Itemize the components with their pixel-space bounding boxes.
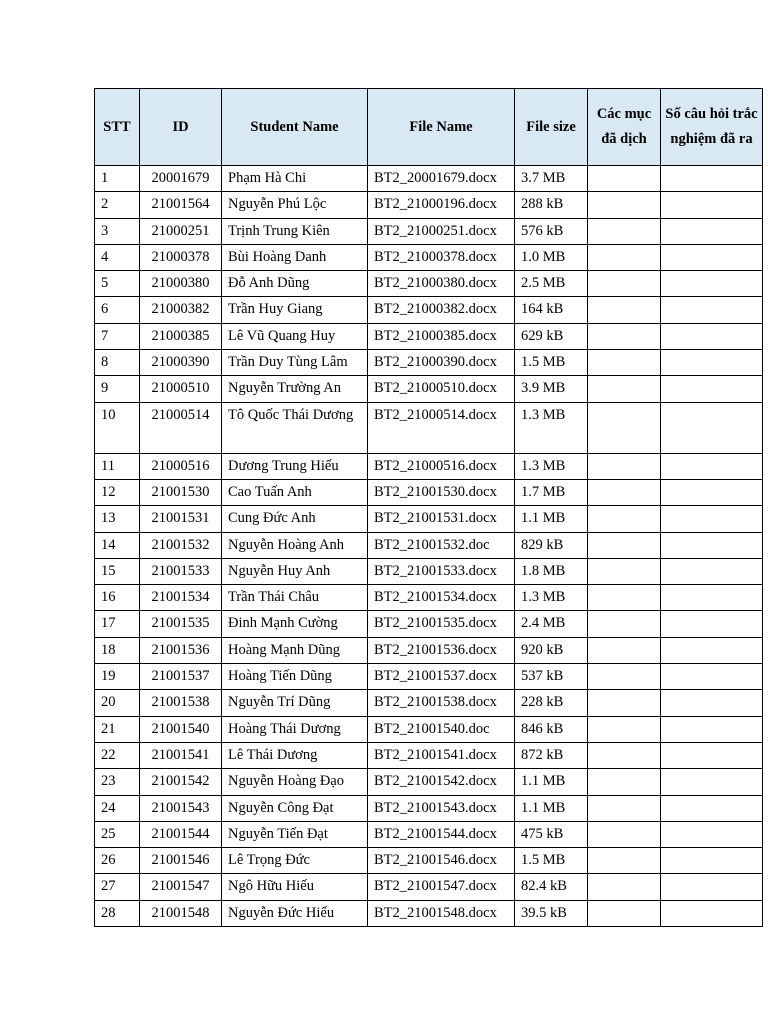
cell-stt: 11 bbox=[95, 453, 140, 479]
cell-id: 21001548 bbox=[140, 900, 222, 926]
cell-id: 21001530 bbox=[140, 479, 222, 505]
cell-stt: 12 bbox=[95, 479, 140, 505]
cell-file-size: 1.8 MB bbox=[515, 558, 588, 584]
table-row bbox=[95, 479, 763, 505]
cell-file-name: BT2_21001542.docx bbox=[368, 769, 515, 795]
cell-stt: 24 bbox=[95, 795, 140, 821]
cell-file-name: BT2_21000382.docx bbox=[368, 297, 515, 323]
header-student-name: Student Name bbox=[222, 89, 368, 166]
table-row bbox=[95, 402, 763, 453]
cell-stt: 6 bbox=[95, 297, 140, 323]
cell-stt: 21 bbox=[95, 716, 140, 742]
table-row bbox=[95, 244, 763, 270]
cell-question-count bbox=[661, 376, 763, 402]
cell-id: 21001541 bbox=[140, 742, 222, 768]
cell-file-name: BT2_21001535.docx bbox=[368, 611, 515, 637]
cell-question-count bbox=[661, 271, 763, 297]
table-row bbox=[95, 900, 763, 926]
cell-question-count bbox=[661, 166, 763, 192]
cell-translated-items bbox=[588, 166, 661, 192]
cell-question-count bbox=[661, 585, 763, 611]
cell-file-name: BT2_21001544.docx bbox=[368, 821, 515, 847]
cell-file-size: 475 kB bbox=[515, 821, 588, 847]
cell-file-size: 1.3 MB bbox=[515, 453, 588, 479]
cell-translated-items bbox=[588, 585, 661, 611]
cell-file-size: 1.5 MB bbox=[515, 848, 588, 874]
cell-id: 21001532 bbox=[140, 532, 222, 558]
cell-student-name: Nguyễn Tiến Đạt bbox=[222, 821, 368, 847]
cell-id: 21001534 bbox=[140, 585, 222, 611]
cell-translated-items bbox=[588, 611, 661, 637]
cell-stt: 26 bbox=[95, 848, 140, 874]
cell-question-count bbox=[661, 297, 763, 323]
cell-stt: 13 bbox=[95, 506, 140, 532]
table-body bbox=[95, 166, 763, 927]
cell-student-name: Trần Huy Giang bbox=[222, 297, 368, 323]
table-row bbox=[95, 506, 763, 532]
cell-student-name: Hoàng Tiến Dũng bbox=[222, 664, 368, 690]
cell-file-name: BT2_21001533.docx bbox=[368, 558, 515, 584]
cell-id: 21001543 bbox=[140, 795, 222, 821]
cell-student-name: Cao Tuấn Anh bbox=[222, 479, 368, 505]
cell-file-name: BT2_21001531.docx bbox=[368, 506, 515, 532]
cell-file-name: BT2_21001534.docx bbox=[368, 585, 515, 611]
cell-file-size: 2.5 MB bbox=[515, 271, 588, 297]
table-row bbox=[95, 297, 763, 323]
cell-translated-items bbox=[588, 506, 661, 532]
cell-id: 21000390 bbox=[140, 350, 222, 376]
cell-stt: 15 bbox=[95, 558, 140, 584]
cell-id: 21001531 bbox=[140, 506, 222, 532]
cell-translated-items bbox=[588, 874, 661, 900]
cell-id: 21000251 bbox=[140, 218, 222, 244]
cell-question-count bbox=[661, 900, 763, 926]
cell-translated-items bbox=[588, 271, 661, 297]
cell-student-name: Trần Duy Tùng Lâm bbox=[222, 350, 368, 376]
table-row bbox=[95, 769, 763, 795]
cell-file-size: 1.3 MB bbox=[515, 585, 588, 611]
cell-translated-items bbox=[588, 453, 661, 479]
header-question-count: Số câu hỏi trắc nghiệm đã ra bbox=[661, 89, 763, 166]
cell-id: 21001540 bbox=[140, 716, 222, 742]
table-row bbox=[95, 271, 763, 297]
cell-file-name: BT2_20001679.docx bbox=[368, 166, 515, 192]
cell-question-count bbox=[661, 742, 763, 768]
cell-file-size: 228 kB bbox=[515, 690, 588, 716]
cell-question-count bbox=[661, 637, 763, 663]
cell-stt: 19 bbox=[95, 664, 140, 690]
cell-id: 21000382 bbox=[140, 297, 222, 323]
cell-question-count bbox=[661, 664, 763, 690]
student-file-table bbox=[94, 88, 763, 927]
cell-file-name: BT2_21001546.docx bbox=[368, 848, 515, 874]
cell-student-name: Nguyễn Công Đạt bbox=[222, 795, 368, 821]
cell-file-name: BT2_21000378.docx bbox=[368, 244, 515, 270]
table-row bbox=[95, 585, 763, 611]
cell-question-count bbox=[661, 402, 763, 453]
table-row bbox=[95, 821, 763, 847]
table-row bbox=[95, 716, 763, 742]
cell-question-count bbox=[661, 323, 763, 349]
cell-file-name: BT2_21000516.docx bbox=[368, 453, 515, 479]
cell-student-name: Dương Trung Hiếu bbox=[222, 453, 368, 479]
cell-question-count bbox=[661, 558, 763, 584]
cell-stt: 23 bbox=[95, 769, 140, 795]
cell-question-count bbox=[661, 690, 763, 716]
cell-file-size: 576 kB bbox=[515, 218, 588, 244]
cell-file-name: BT2_21001530.docx bbox=[368, 479, 515, 505]
cell-file-name: BT2_21000380.docx bbox=[368, 271, 515, 297]
cell-question-count bbox=[661, 479, 763, 505]
cell-stt: 20 bbox=[95, 690, 140, 716]
cell-file-size: 2.4 MB bbox=[515, 611, 588, 637]
cell-translated-items bbox=[588, 192, 661, 218]
cell-file-size: 1.1 MB bbox=[515, 506, 588, 532]
cell-student-name: Trịnh Trung Kiên bbox=[222, 218, 368, 244]
table-row bbox=[95, 323, 763, 349]
cell-translated-items bbox=[588, 690, 661, 716]
cell-id: 21001546 bbox=[140, 848, 222, 874]
cell-file-name: BT2_21000514.docx bbox=[368, 402, 515, 453]
cell-id: 21001547 bbox=[140, 874, 222, 900]
cell-id: 21001536 bbox=[140, 637, 222, 663]
table-row bbox=[95, 558, 763, 584]
table-row bbox=[95, 350, 763, 376]
cell-stt: 3 bbox=[95, 218, 140, 244]
cell-stt: 10 bbox=[95, 402, 140, 453]
cell-question-count bbox=[661, 453, 763, 479]
cell-student-name: Trần Thái Châu bbox=[222, 585, 368, 611]
cell-translated-items bbox=[588, 479, 661, 505]
table-row bbox=[95, 453, 763, 479]
cell-stt: 8 bbox=[95, 350, 140, 376]
cell-question-count bbox=[661, 218, 763, 244]
header-translated-items: Các mục đã dịch bbox=[588, 89, 661, 166]
cell-stt: 2 bbox=[95, 192, 140, 218]
header-stt: STT bbox=[95, 89, 140, 166]
cell-stt: 7 bbox=[95, 323, 140, 349]
cell-file-name: BT2_21001541.docx bbox=[368, 742, 515, 768]
header-row bbox=[95, 89, 763, 166]
cell-file-size: 3.9 MB bbox=[515, 376, 588, 402]
cell-translated-items bbox=[588, 795, 661, 821]
cell-file-name: BT2_21000251.docx bbox=[368, 218, 515, 244]
table-row bbox=[95, 690, 763, 716]
cell-file-size: 1.7 MB bbox=[515, 479, 588, 505]
cell-student-name: Nguyễn Hoàng Đạo bbox=[222, 769, 368, 795]
cell-file-name: BT2_21001548.docx bbox=[368, 900, 515, 926]
cell-stt: 22 bbox=[95, 742, 140, 768]
cell-question-count bbox=[661, 874, 763, 900]
table-row bbox=[95, 848, 763, 874]
table-row bbox=[95, 532, 763, 558]
cell-translated-items bbox=[588, 637, 661, 663]
table-row bbox=[95, 795, 763, 821]
cell-file-name: BT2_21000510.docx bbox=[368, 376, 515, 402]
cell-question-count bbox=[661, 350, 763, 376]
cell-translated-items bbox=[588, 297, 661, 323]
cell-stt: 25 bbox=[95, 821, 140, 847]
cell-id: 21000514 bbox=[140, 402, 222, 453]
header-id: ID bbox=[140, 89, 222, 166]
table-row bbox=[95, 637, 763, 663]
table-row bbox=[95, 874, 763, 900]
cell-student-name: Lê Thái Dương bbox=[222, 742, 368, 768]
cell-stt: 17 bbox=[95, 611, 140, 637]
cell-file-name: BT2_21001537.docx bbox=[368, 664, 515, 690]
cell-translated-items bbox=[588, 716, 661, 742]
cell-student-name: Đỗ Anh Dũng bbox=[222, 271, 368, 297]
cell-student-name: Nguyễn Trường An bbox=[222, 376, 368, 402]
cell-file-size: 1.0 MB bbox=[515, 244, 588, 270]
cell-translated-items bbox=[588, 742, 661, 768]
cell-id: 21000378 bbox=[140, 244, 222, 270]
cell-question-count bbox=[661, 716, 763, 742]
cell-student-name: Hoàng Thái Dương bbox=[222, 716, 368, 742]
cell-student-name: Ngô Hữu Hiếu bbox=[222, 874, 368, 900]
cell-translated-items bbox=[588, 848, 661, 874]
cell-stt: 4 bbox=[95, 244, 140, 270]
cell-file-size: 920 kB bbox=[515, 637, 588, 663]
cell-question-count bbox=[661, 532, 763, 558]
cell-file-size: 288 kB bbox=[515, 192, 588, 218]
cell-translated-items bbox=[588, 402, 661, 453]
cell-student-name: Nguyễn Trí Dũng bbox=[222, 690, 368, 716]
cell-translated-items bbox=[588, 900, 661, 926]
cell-stt: 1 bbox=[95, 166, 140, 192]
cell-question-count bbox=[661, 848, 763, 874]
cell-stt: 18 bbox=[95, 637, 140, 663]
cell-question-count bbox=[661, 192, 763, 218]
cell-translated-items bbox=[588, 350, 661, 376]
cell-translated-items bbox=[588, 532, 661, 558]
cell-file-size: 1.1 MB bbox=[515, 769, 588, 795]
cell-file-size: 1.5 MB bbox=[515, 350, 588, 376]
cell-stt: 5 bbox=[95, 271, 140, 297]
cell-question-count bbox=[661, 769, 763, 795]
cell-translated-items bbox=[588, 244, 661, 270]
cell-student-name: Lê Vũ Quang Huy bbox=[222, 323, 368, 349]
cell-translated-items bbox=[588, 558, 661, 584]
cell-question-count bbox=[661, 506, 763, 532]
cell-translated-items bbox=[588, 376, 661, 402]
cell-file-name: BT2_21001540.doc bbox=[368, 716, 515, 742]
cell-stt: 28 bbox=[95, 900, 140, 926]
cell-file-size: 872 kB bbox=[515, 742, 588, 768]
cell-stt: 9 bbox=[95, 376, 140, 402]
table-row bbox=[95, 664, 763, 690]
cell-translated-items bbox=[588, 323, 661, 349]
cell-id: 21000516 bbox=[140, 453, 222, 479]
cell-file-name: BT2_21000385.docx bbox=[368, 323, 515, 349]
cell-file-size: 82.4 kB bbox=[515, 874, 588, 900]
cell-student-name: Tô Quốc Thái Dương bbox=[222, 402, 368, 453]
table-row bbox=[95, 611, 763, 637]
cell-id: 21001538 bbox=[140, 690, 222, 716]
cell-question-count bbox=[661, 244, 763, 270]
cell-file-size: 629 kB bbox=[515, 323, 588, 349]
cell-student-name: Hoàng Mạnh Dũng bbox=[222, 637, 368, 663]
cell-stt: 27 bbox=[95, 874, 140, 900]
cell-file-size: 1.3 MB bbox=[515, 402, 588, 453]
cell-file-size: 829 kB bbox=[515, 532, 588, 558]
header-file-size: File size bbox=[515, 89, 588, 166]
cell-student-name: Cung Đức Anh bbox=[222, 506, 368, 532]
cell-stt: 16 bbox=[95, 585, 140, 611]
cell-file-size: 537 kB bbox=[515, 664, 588, 690]
cell-id: 20001679 bbox=[140, 166, 222, 192]
cell-question-count bbox=[661, 821, 763, 847]
cell-student-name: Nguyễn Phú Lộc bbox=[222, 192, 368, 218]
header-file-name: File Name bbox=[368, 89, 515, 166]
cell-file-size: 164 kB bbox=[515, 297, 588, 323]
cell-question-count bbox=[661, 611, 763, 637]
table-row bbox=[95, 376, 763, 402]
cell-id: 21001535 bbox=[140, 611, 222, 637]
cell-translated-items bbox=[588, 664, 661, 690]
cell-file-size: 1.1 MB bbox=[515, 795, 588, 821]
cell-file-size: 3.7 MB bbox=[515, 166, 588, 192]
cell-file-size: 39.5 kB bbox=[515, 900, 588, 926]
cell-translated-items bbox=[588, 218, 661, 244]
cell-translated-items bbox=[588, 821, 661, 847]
cell-id: 21001542 bbox=[140, 769, 222, 795]
table-row bbox=[95, 742, 763, 768]
cell-file-name: BT2_21001543.docx bbox=[368, 795, 515, 821]
cell-file-name: BT2_21000196.docx bbox=[368, 192, 515, 218]
cell-question-count bbox=[661, 795, 763, 821]
table-row bbox=[95, 166, 763, 192]
cell-file-name: BT2_21001547.docx bbox=[368, 874, 515, 900]
cell-student-name: Bùi Hoàng Danh bbox=[222, 244, 368, 270]
cell-translated-items bbox=[588, 769, 661, 795]
table-row bbox=[95, 218, 763, 244]
cell-file-size: 846 kB bbox=[515, 716, 588, 742]
cell-id: 21001533 bbox=[140, 558, 222, 584]
table-row bbox=[95, 192, 763, 218]
cell-file-name: BT2_21001532.doc bbox=[368, 532, 515, 558]
cell-student-name: Nguyễn Hoàng Anh bbox=[222, 532, 368, 558]
cell-id: 21000385 bbox=[140, 323, 222, 349]
cell-id: 21001564 bbox=[140, 192, 222, 218]
cell-student-name: Nguyễn Huy Anh bbox=[222, 558, 368, 584]
cell-file-name: BT2_21001536.docx bbox=[368, 637, 515, 663]
cell-file-name: BT2_21000390.docx bbox=[368, 350, 515, 376]
cell-id: 21001537 bbox=[140, 664, 222, 690]
cell-student-name: Phạm Hà Chi bbox=[222, 166, 368, 192]
cell-student-name: Đinh Mạnh Cường bbox=[222, 611, 368, 637]
cell-student-name: Nguyễn Đức Hiếu bbox=[222, 900, 368, 926]
cell-file-name: BT2_21001538.docx bbox=[368, 690, 515, 716]
cell-id: 21000510 bbox=[140, 376, 222, 402]
cell-id: 21000380 bbox=[140, 271, 222, 297]
cell-student-name: Lê Trọng Đức bbox=[222, 848, 368, 874]
cell-id: 21001544 bbox=[140, 821, 222, 847]
cell-stt: 14 bbox=[95, 532, 140, 558]
